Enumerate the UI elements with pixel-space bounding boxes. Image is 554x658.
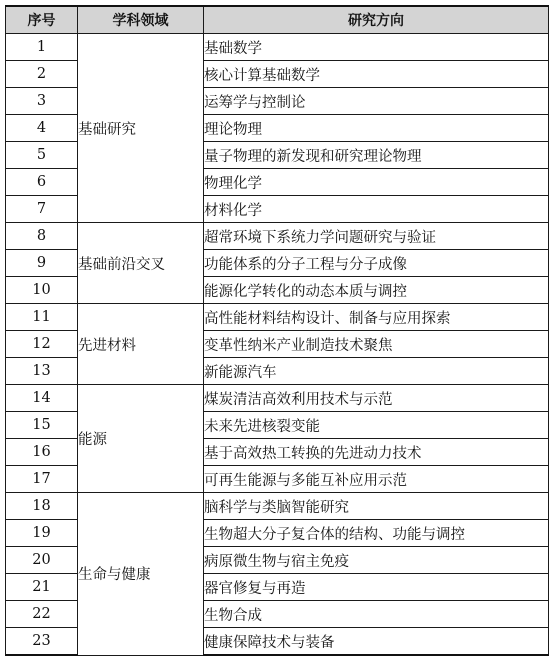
row-index: 15 [6,412,78,439]
row-index: 1 [6,34,78,61]
research-direction: 病原微生物与宿主免疫 [204,547,549,574]
subject-field: 基础研究 [78,34,204,223]
research-direction: 生物合成 [204,601,549,628]
research-direction: 理论物理 [204,115,549,142]
research-direction: 运筹学与控制论 [204,88,549,115]
row-index: 23 [6,628,78,656]
research-direction: 变革性纳米产业制造技术聚焦 [204,331,549,358]
row-index: 9 [6,250,78,277]
row-index: 7 [6,196,78,223]
row-index: 18 [6,493,78,520]
subject-field: 先进材料 [78,304,204,385]
research-direction: 高性能材料结构设计、制备与应用探索 [204,304,549,331]
research-direction: 功能体系的分子工程与分子成像 [204,250,549,277]
subject-field: 基础前沿交叉 [78,223,204,304]
row-index: 8 [6,223,78,250]
row-index: 22 [6,601,78,628]
research-direction: 基础数学 [204,34,549,61]
row-index: 4 [6,115,78,142]
row-index: 13 [6,358,78,385]
subject-field: 生命与健康 [78,493,204,656]
table-row [6,493,549,520]
header-index: 序号 [6,6,78,34]
row-index: 3 [6,88,78,115]
research-direction: 脑科学与类脑智能研究 [204,493,549,520]
header-field: 学科领域 [78,6,204,34]
subject-field: 能源 [78,385,204,493]
research-direction: 物理化学 [204,169,549,196]
research-direction: 量子物理的新发现和研究理论物理 [204,142,549,169]
research-direction: 超常环境下系统力学问题研究与验证 [204,223,549,250]
row-index: 20 [6,547,78,574]
research-direction: 可再生能源与多能互补应用示范 [204,466,549,493]
row-index: 19 [6,520,78,547]
table-row [6,34,549,61]
research-direction: 能源化学转化的动态本质与调控 [204,277,549,304]
table-header-row [6,6,549,34]
table-row [6,304,549,331]
row-index: 12 [6,331,78,358]
row-index: 21 [6,574,78,601]
research-direction: 生物超大分子复合体的结构、功能与调控 [204,520,549,547]
row-index: 5 [6,142,78,169]
header-direction: 研究方向 [204,6,549,34]
row-index: 2 [6,61,78,88]
research-direction: 基于高效热工转换的先进动力技术 [204,439,549,466]
research-direction: 未来先进核裂变能 [204,412,549,439]
row-index: 10 [6,277,78,304]
table-body [6,34,549,656]
research-directions-table [5,5,549,656]
research-direction: 健康保障技术与装备 [204,628,549,656]
research-direction: 核心计算基础数学 [204,61,549,88]
row-index: 14 [6,385,78,412]
research-direction: 器官修复与再造 [204,574,549,601]
research-direction: 煤炭清洁高效利用技术与示范 [204,385,549,412]
row-index: 11 [6,304,78,331]
table-row [6,223,549,250]
row-index: 16 [6,439,78,466]
row-index: 17 [6,466,78,493]
table-row [6,385,549,412]
research-direction: 新能源汽车 [204,358,549,385]
row-index: 6 [6,169,78,196]
research-direction: 材料化学 [204,196,549,223]
